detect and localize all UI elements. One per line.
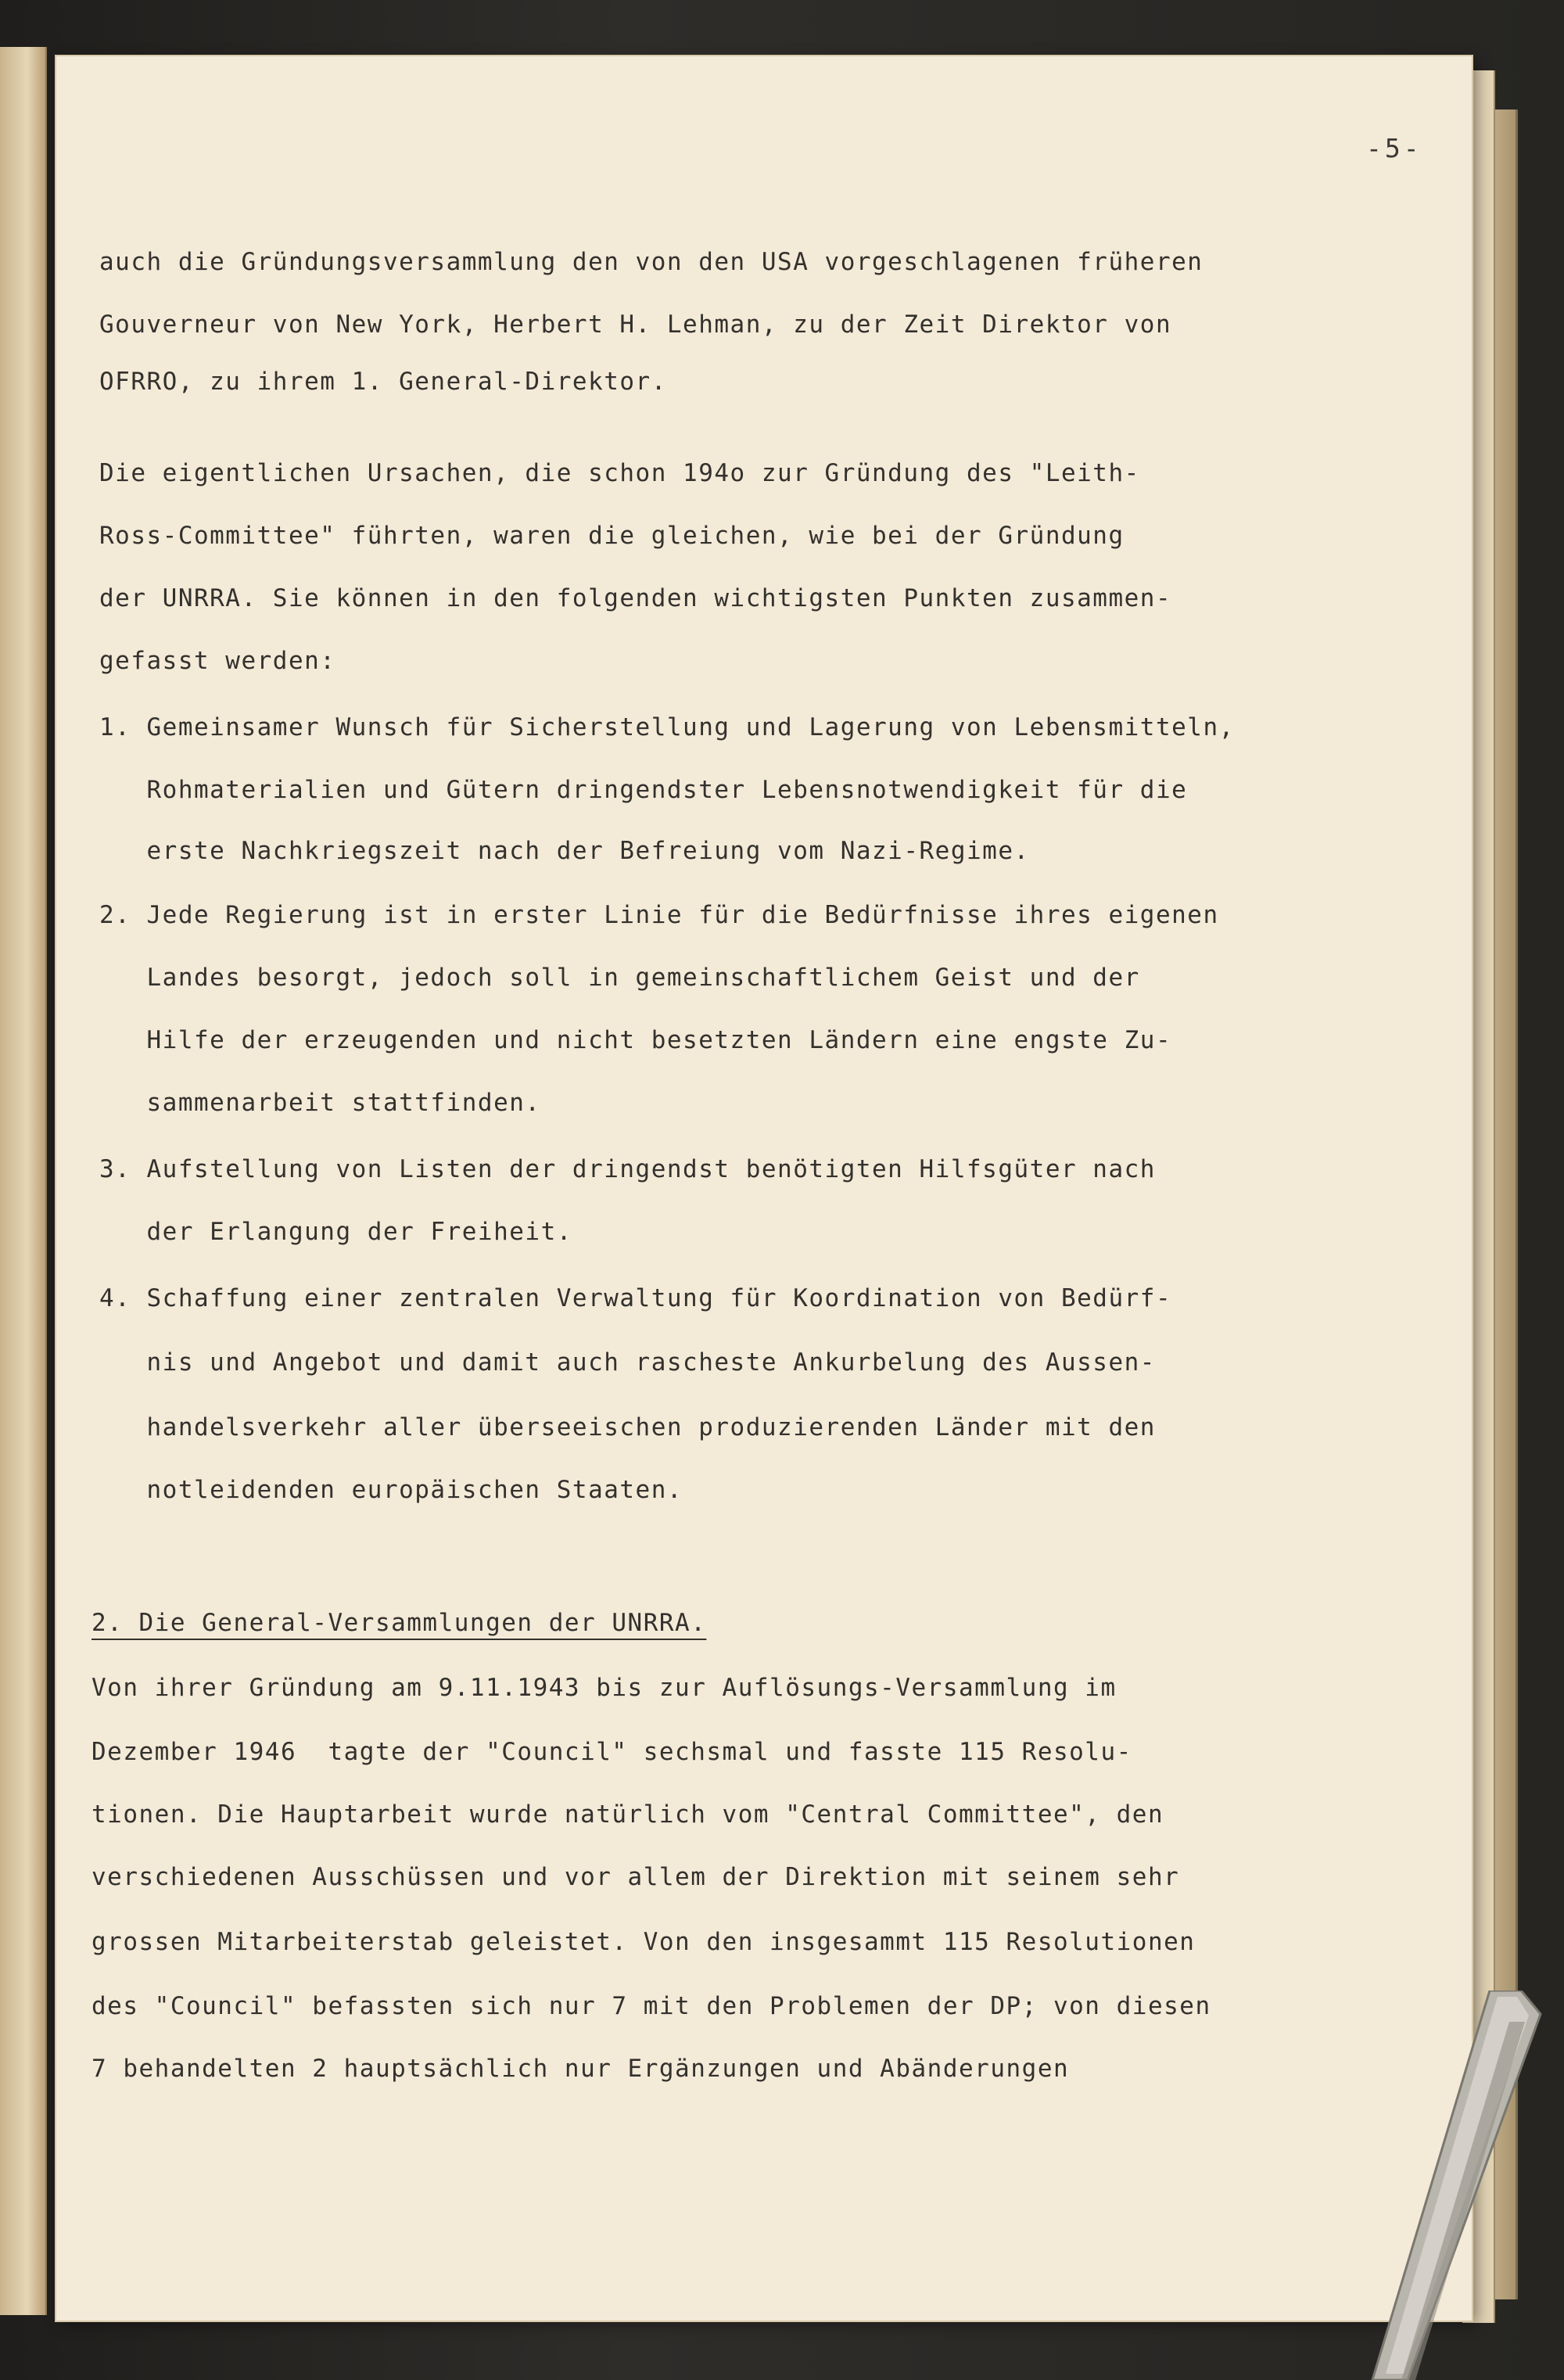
- list-item-line: Landes besorgt, jedoch soll in gemeinschaftlichem Geist und der: [99, 964, 1140, 992]
- text-line: gefasst werden:: [99, 647, 336, 675]
- list-item-line: 4. Schaffung einer zentralen Verwaltung für Koordination von Bedürf-: [99, 1284, 1172, 1312]
- list-item-line: notleidenden europäischen Staaten.: [99, 1476, 683, 1504]
- list-item-line: erste Nachkriegszeit nach der Befreiung vom Nazi-Regime.: [99, 837, 1030, 865]
- text-line: verschiedenen Ausschüssen und vor allem der Direktion mit seinem sehr: [91, 1863, 1180, 1891]
- text-line: Gouverneur von New York, Herbert H. Lehman, zu der Zeit Direktor von: [99, 311, 1172, 339]
- text-line: 7 behandelten 2 hauptsächlich nur Ergänzungen und Abänderungen: [91, 2055, 1070, 2083]
- text-line: OFRRO, zu ihrem 1. General-Direktor.: [99, 368, 667, 396]
- list-item-line: 3. Aufstellung von Listen der dringendst benötigten Hilfsgüter nach: [99, 1155, 1156, 1183]
- text-line: Dezember 1946 tagte der "Council" sechsmal und fasste 115 Resolu-: [91, 1738, 1132, 1766]
- text-line: Von ihrer Gründung am 9.11.1943 bis zur Auflösungs-Versammlung im: [91, 1674, 1117, 1702]
- section-heading: 2. Die General-Versammlungen der UNRRA.: [91, 1609, 707, 1637]
- list-item-line: handelsverkehr aller überseeischen produzierenden Länder mit den: [99, 1413, 1156, 1441]
- text-line: Ross-Committee" führten, waren die gleichen, wie bei der Gründung: [99, 522, 1125, 550]
- page-holder-clip: [1329, 1991, 1564, 2380]
- list-item-line: 1. Gemeinsamer Wunsch für Sicherstellung und Lagerung von Lebensmitteln,: [99, 713, 1235, 741]
- text-line: des "Council" befassten sich nur 7 mit den Problemen der DP; von diesen: [91, 1992, 1211, 2020]
- text-line: auch die Gründungsversammlung den von den USA vorgeschlagenen früheren: [99, 248, 1203, 276]
- binding-edge: [0, 47, 47, 2315]
- text-line: grossen Mitarbeiterstab geleistet. Von den insgesammt 115 Resolutionen: [91, 1928, 1196, 1956]
- text-line: der UNRRA. Sie können in den folgenden wichtigsten Punkten zusammen-: [99, 584, 1172, 612]
- list-item-line: Hilfe der erzeugenden und nicht besetzten Ländern eine engste Zu-: [99, 1026, 1172, 1054]
- list-item-line: Rohmaterialien und Gütern dringendster Lebensnotwendigkeit für die: [99, 776, 1188, 804]
- page-number: -5-: [1366, 133, 1422, 163]
- document-page: [56, 56, 1472, 2321]
- text-line: Die eigentlichen Ursachen, die schon 194o zur Gründung des "Leith-: [99, 459, 1140, 487]
- list-item-line: sammenarbeit stattfinden.: [99, 1089, 541, 1117]
- list-item-line: 2. Jede Regierung ist in erster Linie für die Bedürfnisse ihres eigenen: [99, 901, 1219, 929]
- list-item-line: der Erlangung der Freiheit.: [99, 1218, 572, 1246]
- text-line: tionen. Die Hauptarbeit wurde natürlich vom "Central Committee", den: [91, 1800, 1164, 1829]
- list-item-line: nis und Angebot und damit auch rascheste Ankurbelung des Aussen-: [99, 1348, 1156, 1377]
